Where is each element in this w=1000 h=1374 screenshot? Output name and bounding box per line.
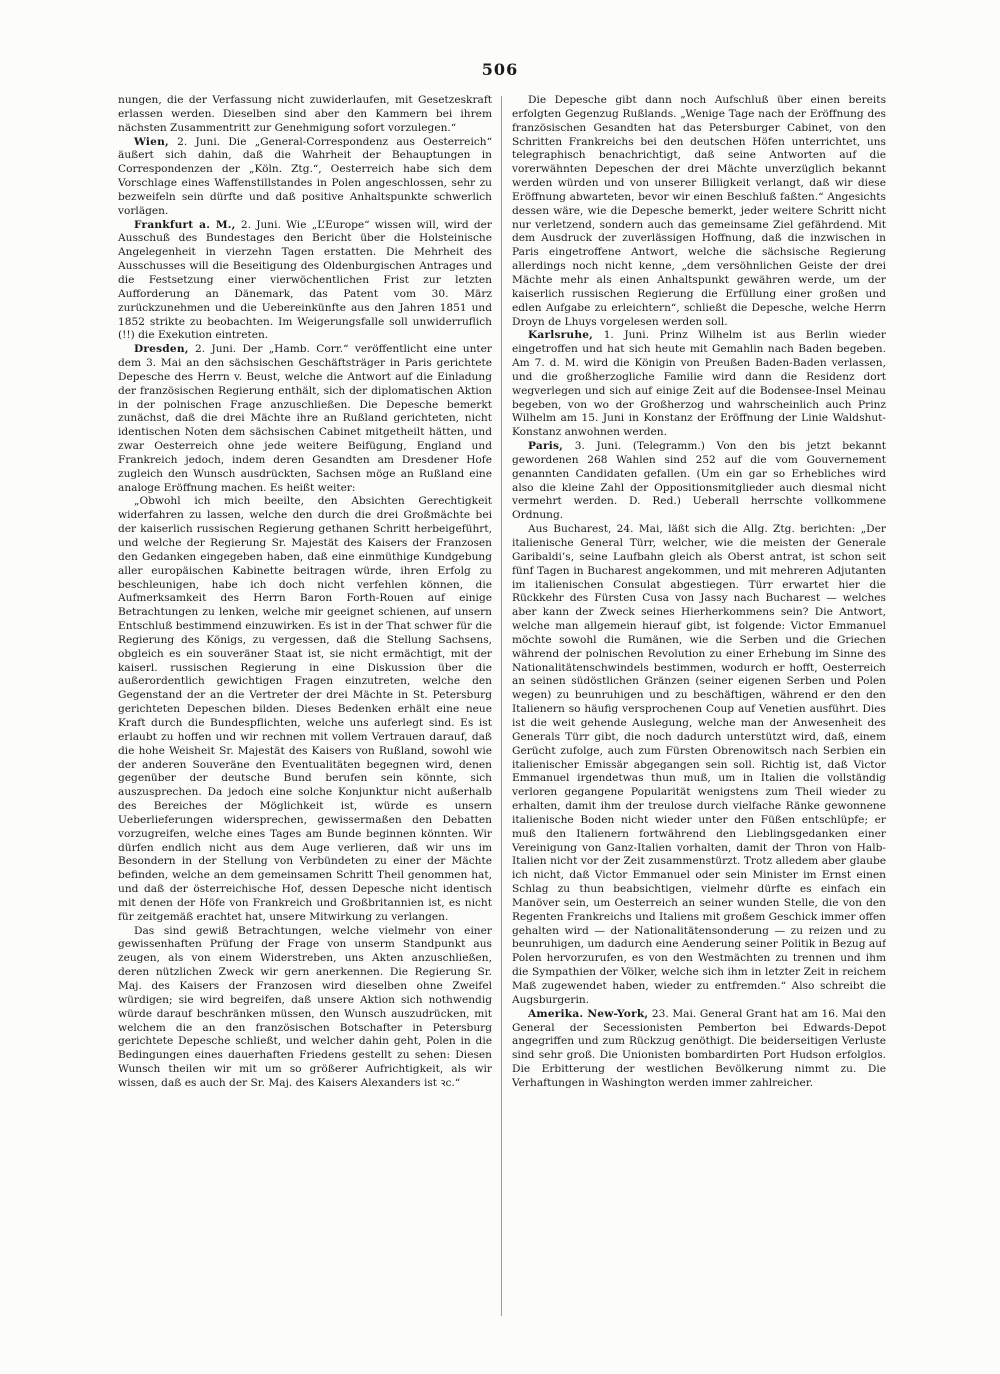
paragraph-text: 2. Juni. Der „Hamb. Corr.“ veröffentlicht eine unter dem 3. Mai an den sächsischen Geschäftsträger in Paris gerichtete Depesche des Herrn v. Beust, welche die Antwort auf die Einladung der französischen Regierung enthält, sich der diplomatischen Aktion in der polnischen Frage anzuschließen. Die Depesche bemerkt zunächst, daß die drei Mächte ihre an Rußland gerichteten, nicht identischen Noten dem sächsischen Cabinet mitgetheilt hätten, und zwar Oesterreich ohne jede weitere Beifügung, England und Frankreich jedoch, indem deren Gesandten am Dresdener Hofe zugleich den Wunsch ausdrückten, Sachsen möge an Rußland eine analoge Eröffnung machen. Es heißt weiter: bbox=[118, 343, 492, 494]
dateline: Karlsruhe, bbox=[528, 329, 594, 342]
quoted-dispatch bbox=[118, 925, 492, 1091]
article-paragraph bbox=[118, 343, 492, 495]
dateline: Dresden, bbox=[134, 343, 189, 356]
paragraph-text: nungen, die der Verfassung nicht zuwiderlaufen, mit Gesetzeskraft erlassen werden. Dieselben sind aber den Kammern bei ihrem nächsten Zusammentritt zur Genehmigung sofort vorzulegen.“ bbox=[118, 94, 492, 134]
paragraph-text: „Obwohl ich mich beeilte, den Absichten Gerechtigkeit widerfahren zu lassen, welche den durch die drei Großmächte bei der kaiserlich russischen Regierung gethanen Schritt herbeigeführt, und welche der Regierung Sr. Majestät des Kaisers der Franzosen den Gedanken eingegeben haben, daß eine einmüthige Kundgebung aller europäischen Kabinette beitragen würde, ihren Erfolg zu beschleunigen, habe ich doch nicht verfehlen können, die Aufmerksamkeit des Herrn Baron Forth-Rouen auf einige Betrachtungen zu lenken, welche mir geeignet schienen, auf unsern Entschluß bestimmend einzuwirken. Es ist in der That schwer für die Regierung des Königs, zu vergessen, daß die Stellung Sachsens, obgleich es ein souveräner Staat ist, sie nicht ermächtigt, mit der kaiserl. russischen Regierung in eine Diskussion über die außerordentlich gewichtigen Fragen einzutreten, welche den Gegenstand der an die Vertreter der drei Mächte in St. Petersburg gerichteten Depeschen bilden. Dieses Bedenken erhält eine neue Kraft durch die Bundespflichten, welche uns auferlegt sind. Es ist erlaubt zu hoffen und wir rechnen mit vollem Vertrauen darauf, daß die hohe Weisheit Sr. Majestät des Kaisers von Rußland, sowohl wie der anderen Souveräne den Eventualitäten begegnen wird, denen gegenüber der deutsche Bund berufen sein könnte, sich auszusprechen. Da jedoch eine solche Konjunktur nicht außerhalb des Bereiches der Möglichkeit ist, würde es unsern Ueberlieferungen widersprechen, gewissermaßen den Debatten vorzugreifen, welche eines Tages am Bunde beginnen könnten. Wir dürfen endlich nicht aus dem Auge verlieren, daß wir uns im Besondern in der Stellung von Verbündeten zu einer der Mächte befinden, welche an dem gemeinsamen Schritt Theil genommen hat, und daß der österreichische Hof, dessen Depesche nicht identisch mit denen der Höfe von Frankreich und Großbritannien ist, es nicht für zeitgemäß erachtet hat, unsere Mitwirkung zu verlangen. bbox=[118, 495, 492, 923]
article-paragraph bbox=[118, 219, 492, 344]
article-paragraph bbox=[118, 136, 492, 219]
dateline: Wien, bbox=[134, 135, 169, 148]
article-paragraph bbox=[512, 1008, 886, 1091]
column-divider bbox=[501, 96, 502, 1316]
page-number: 506 bbox=[481, 60, 519, 79]
right-column bbox=[512, 94, 886, 1334]
paragraph-text: Aus Bucharest, 24. Mai, läßt sich die Allg. Ztg. berichten: „Der italienische General Türr, welcher, wie die meisten der Generale Garibaldi’s, seine Laufbahn gleich als Oberst antrat, ist schon seit fünf Tagen in Bucharest angekommen, und mit mehreren Adjutanten im italienischen Consulat abgestiegen. Türr erwartet hier die Rückkehr des Fürsten Cusa von Jassy nach Bucharest — welches aber kann der Zweck seines Hierherkommens sein? Die Antwort, welche man allgemein hierauf gibt, ist folgende: Victor Emmanuel möchte sowohl die Rumänen, wie die Serben und die Griechen während der polnischen Revolution zu einer Erhebung im Sinne des Nationalitätenschwindels bestimmen, wodurch er hofft, Oesterreich an seinen südöstlichen Gränzen (seiner eigenen Serben und Polen wegen) zu beunruhigen und zu beschäftigen, während er den den Italienern so häufig versprochenen Coup auf Venetien ausführt. Dies ist die weit gehende Auslegung, welche man der Anwesenheit des Generals Türr gibt, die noch dadurch unterstützt wird, daß, einem Gerücht zufolge, auch zum Fürsten Obrenowitsch nach Serbien ein italienischer Emissär abgegangen sein soll. Richtig ist, daß Victor Emmanuel irgendetwas thun muß, um in Italien die vollständig verloren gegangene Popularität wenigstens zum Theil wieder zu erhalten, damit ihm der treulose durch vielfache Ränke gewonnene italienische Boden nicht wieder unter den Füßen entschlüpfe; er muß den Italienern fortwährend den Lieblingsgedanken einer Vereinigung von Ganz-Italien vorhalten, damit der Thron von Halb-Italien nicht vor der Zeit zusammenstürzt. Trotz alledem aber glaube ich nicht, daß Victor Emmanuel oder sein Minister im Ernst einen Schlag zu thun beabsichtigen, vielmehr dürfte es einfach ein Manöver sein, um Oesterreich an seiner wunden Stelle, die von den Regenten Frankreichs und Italiens mit großem Geschick immer offen gehalten wird — der Nationalitätensonderung — zu reizen und zu beunruhigen, um dadurch eine Aenderung seiner Politik in Bezug auf Polen hervorzurufen, es von den Westmächten zu trennen und ihm die Sympathien der Völker, welche sich ihm in letzter Zeit in reichem Maß zugewendet haben, wieder zu entfremden.“ Also schreibt die Augsburgerin. bbox=[512, 523, 886, 1006]
paragraph-text: 3. Juni. (Telegramm.) Von den bis jetzt bekannt gewordenen 268 Wahlen sind 252 auf die vom Gouvernement genannten Candidaten gefallen. (Um ein gar so Erhebliches wird also die kleine Zahl der Oppositionsmitglieder auch diesmal nicht vermehrt werden. D. Red.) Ueberall herrschte vollkommene Ordnung. bbox=[512, 440, 886, 522]
article-paragraph bbox=[512, 440, 886, 523]
dateline: Amerika. New-York, bbox=[528, 1007, 649, 1020]
left-column bbox=[118, 94, 492, 1334]
article-paragraph bbox=[512, 523, 886, 1008]
quoted-dispatch bbox=[118, 495, 492, 924]
article-paragraph bbox=[118, 94, 492, 136]
paragraph-text: 1. Juni. Prinz Wilhelm ist aus Berlin wieder eingetroffen und hat sich heute mit Gemahlin nach Baden begeben. Am 7. d. M. wird die Königin von Preußen Baden-Baden verlassen, und die großherzogliche Familie wird dann die Residenz dort wegverlegen und sich auf einige Zeit auf die Bodensee-Insel Meinau begeben, von wo der Großherzog und wahrscheinlich auch Prinz Wilhelm am 15. Juni in Konstanz der Eröffnung der Linie Waldshut-Konstanz anwohnen werden. bbox=[512, 329, 886, 439]
paragraph-text: 2. Juni. Wie „L’Europe“ wissen will, wird der Ausschuß des Bundestages den Bericht über die Holsteinische Angelegenheit in vierzehn Tagen erstatten. Die Mehrheit des Ausschusses will die Beseitigung des Oldenburgischen Antrages und die Festsetzung einer vierwöchentlichen Frist zur letzten Aufforderung an Dänemark, das Patent vom 30. März zurückzunehmen und die Uebereinkünfte aus den Jahren 1851 und 1852 strikte zu beobachten. Im Weigerungsfalle soll unwiderruflich (!!) die Exekution eintreten. bbox=[118, 218, 492, 342]
dateline: Paris, bbox=[528, 440, 564, 453]
paragraph-text: Die Depesche gibt dann noch Aufschluß über einen bereits erfolgten Gegenzug Rußlands. „Wenige Tage nach der Eröffnung des französischen Gesandten hat das Petersburger Cabinet, von den Schritten Frankreichs bei den deutschen Höfen unterrichtet, uns telegraphisch benachrichtigt, daß seine Antworten auf die vorerwähnten Depeschen der drei Mächte unverzüglich bekannt werden würden und von unserer Billigkeit verlangt, daß wir diese Eröffnung abwarteten, bevor wir einen Beschluß faßten.“ Angesichts dessen wäre, wie die Depesche bemerkt, jeder weitere Schritt nicht nur verletzend, sondern auch das gemeinsame Ziel gefährdend. Mit dem Ausdruck der zuverlässigen Hoffnung, daß die inzwischen in Paris eingetroffene Antwort, welche die sächsische Regierung allerdings noch nicht kenne, „dem versöhnlichen Geiste der drei Mächte mehr als einen Anhaltspunkt gewähren werde, um der kaiserlich russischen Regierung die Erfüllung einer großen und edlen Aufgabe zu erleichtern“, schließt die Depesche, welche Herrn Droyn de Lhuys vorgelesen werden soll. bbox=[512, 94, 886, 328]
paragraph-text: Das sind gewiß Betrachtungen, welche vielmehr von einer gewissenhaften Prüfung der Frage von unserm Standpunkt aus zeugen, als von einem Widerstreben, uns Akten anzuschließen, deren nützlichen Zweck wir gern anerkennen. Die Regierung Sr. Maj. des Kaisers der Franzosen wird dieselben ohne Zweifel würdigen; sie wird begreifen, daß unsere Aktion sich nothwendig würde darauf beschränken müssen, den Wunsch auszudrücken, mit welchem die an den französischen Botschafter in Petersburg gerichtete Depesche schließt, und welcher dahin geht, Polen in die Bedingungen eines dauerhaften Friedens gestellt zu sehen: Diesen Wunsch theilen wir mit um so größerer Aufrichtigkeit, als wir wissen, daß es auch der Sr. Maj. des Kaisers Alexanders ist ꝛc.“ bbox=[118, 924, 492, 1089]
paragraph-text: 2. Juni. Die „General-Correspondenz aus Oesterreich“ äußert sich dahin, daß die Wahrheit der Behauptungen in Correspondenzen der „Köln. Ztg.“, Oesterreich habe sich dem Vorschlage eines Waffenstillstandes in Polen angeschlossen, sehr zu bezweifeln sein dürfte und daß positive Anhaltspunkte schwerlich vorlägen. bbox=[118, 135, 492, 217]
article-paragraph bbox=[512, 94, 886, 329]
article-paragraph bbox=[512, 329, 886, 440]
dateline: Frankfurt a. M., bbox=[134, 218, 236, 231]
paragraph-text: 23. Mai. General Grant hat am 16. Mai den General der Secessionisten Pemberton bei Edwards-Depot angegriffen und zum Rückzug genöthigt. Die beiderseitigen Verluste sind sehr groß. Die Unionisten bombardirten Port Hudson erfolglos. Die Erbitterung der westlichen Bevölkerung nimmt zu. Die Verhaftungen in Washington werden immer zahlreicher. bbox=[512, 1007, 886, 1089]
